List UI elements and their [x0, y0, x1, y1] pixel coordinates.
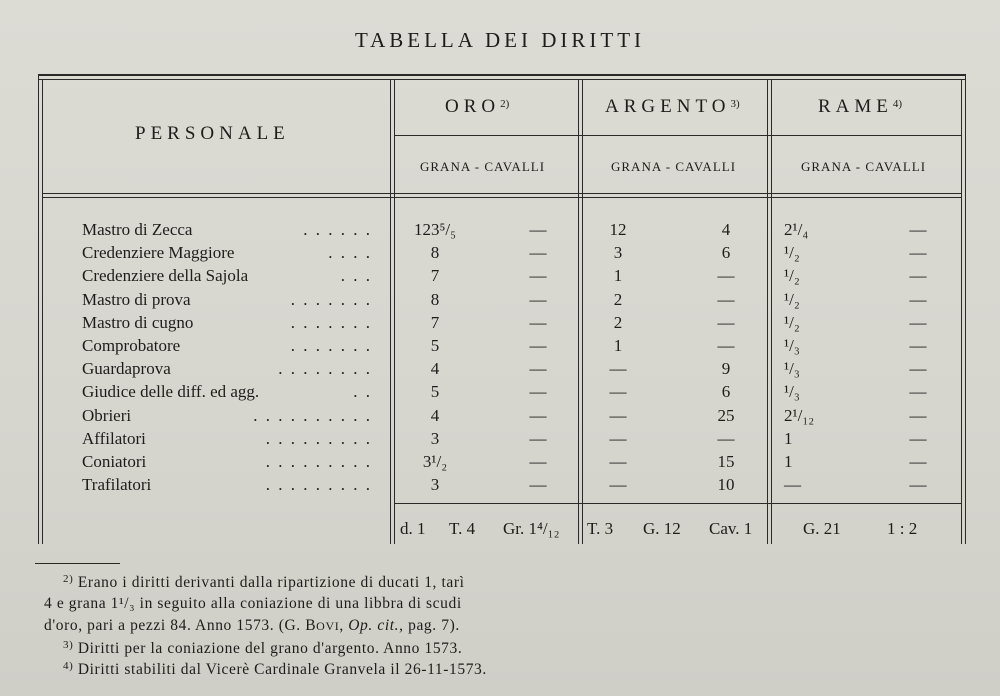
row-oro-cavalli: — — [529, 312, 547, 332]
row-argento-grana: — — [609, 405, 627, 425]
total-argento-g: G. 12 — [643, 519, 681, 538]
row-argento-cavalli: 25 — [717, 405, 735, 425]
row-rame-cavalli: — — [909, 312, 927, 332]
row-argento-cavalli: 4 — [721, 220, 731, 239]
row-oro-cavalli: — — [529, 243, 547, 263]
row-oro-grana: 4 — [430, 359, 440, 379]
table-row — [0, 336, 1000, 359]
table-row — [0, 429, 1000, 452]
row-oro-grana: 4 — [430, 405, 440, 425]
footnote-2-opcit: Op. cit. — [348, 617, 400, 634]
row-rame-grana: ¹/₃ — [784, 359, 800, 379]
row-rame-grana: ¹/₂ — [784, 289, 800, 309]
row-dots: . . . . . . . — [290, 336, 372, 355]
row-argento-grana: — — [609, 382, 627, 402]
row-rame-grana: ¹/₂ — [784, 243, 800, 263]
header-argento-label: ARGENTO — [605, 96, 731, 117]
row-argento-grana: — — [609, 475, 627, 495]
table-row — [0, 359, 1000, 382]
header-personale: PERSONALE — [135, 123, 290, 144]
row-oro-cavalli: — — [529, 405, 547, 425]
header-argento-note: 3) — [730, 98, 740, 110]
footnote-2-text-3b: , — [339, 617, 349, 634]
row-rame-cavalli: — — [909, 475, 927, 495]
row-argento-cavalli: — — [717, 312, 735, 332]
total-argento-cav: Cav. 1 — [709, 519, 753, 538]
footnote-2-text-3a: d'oro, pari a pezzi 84. Anno 1573. (G. B — [44, 617, 317, 634]
header-bottom-rule-2 — [42, 197, 962, 198]
row-dots: . . . . . . . . . — [265, 452, 372, 471]
row-oro-grana: 5 — [430, 336, 440, 355]
table-row — [0, 290, 1000, 313]
total-rame-g: G. 21 — [803, 519, 841, 538]
row-argento-cavalli: 6 — [721, 382, 731, 402]
footnote-2-mark: 2) — [63, 573, 74, 585]
row-name: Guardaprova — [82, 359, 171, 379]
footnote-2-bovi: OVI — [316, 619, 340, 633]
table-row — [0, 406, 1000, 429]
row-oro-grana: 7 — [430, 312, 440, 332]
row-oro-grana: 123⁵/₅ — [413, 220, 457, 239]
row-rame-cavalli: — — [909, 382, 927, 402]
header-argento — [605, 96, 740, 118]
table-top-rule-2 — [38, 79, 966, 80]
row-oro-cavalli: — — [529, 220, 547, 239]
row-name: Coniatori — [82, 452, 147, 471]
row-oro-grana: 8 — [430, 289, 440, 309]
row-argento-grana: — — [609, 428, 627, 448]
total-argento-t: T. 3 — [587, 519, 614, 538]
total-oro-t: T. 4 — [449, 519, 476, 538]
row-oro-grana: 7 — [430, 266, 440, 286]
table-row — [0, 475, 1000, 498]
row-rame-grana: ¹/₂ — [784, 312, 800, 332]
header-bottom-rule — [42, 193, 962, 194]
row-rame-grana: ¹/₂ — [784, 266, 800, 286]
row-oro-grana: 5 — [430, 382, 440, 402]
row-rame-cavalli: — — [909, 405, 927, 425]
footnote-2-text-1: Erano i diritti derivanti dalla ripartizione di ducati 1, tarì — [77, 574, 465, 591]
header-rame-label: RAME — [818, 96, 893, 117]
row-rame-cavalli: — — [909, 359, 927, 379]
row-dots: . . . . . . . . . — [265, 428, 372, 448]
row-name: Giudice delle diff. ed agg. — [82, 382, 260, 402]
row-oro-cavalli: — — [529, 289, 547, 309]
totals-rule — [395, 503, 961, 504]
row-dots: . . . . . . . — [290, 312, 372, 332]
row-name: Mastro di cugno — [82, 312, 194, 332]
row-argento-grana: — — [609, 452, 627, 471]
footnote-2-text-3c: , pag. 7). — [399, 617, 460, 634]
footnote-2-line2: 4 e grana 1¹/₃ in seguito alla coniazione di una libbra di scudi — [44, 595, 462, 612]
footnote-2-line3 — [44, 617, 460, 635]
row-oro-cavalli: — — [529, 452, 547, 471]
row-argento-cavalli: 6 — [721, 243, 731, 263]
row-argento-grana: 2 — [613, 289, 623, 309]
row-rame-grana: 1 — [784, 452, 793, 471]
row-argento-grana: 12 — [609, 220, 627, 239]
row-name: Trafilatori — [82, 475, 152, 495]
row-rame-cavalli: — — [909, 266, 927, 286]
footnote-3-mark: 3) — [63, 639, 74, 651]
row-dots: . . . . . . . . . . — [253, 405, 372, 425]
header-oro-note: 2) — [500, 98, 510, 110]
subheader-argento: GRANA - CAVALLI — [611, 159, 737, 174]
footnote-separator — [35, 563, 120, 564]
row-oro-cavalli: — — [529, 336, 547, 355]
row-dots: . . . . . . — [303, 220, 372, 239]
row-rame-cavalli: — — [909, 452, 927, 471]
row-argento-cavalli: — — [717, 336, 735, 355]
subheader-oro: GRANA - CAVALLI — [420, 159, 546, 174]
row-dots: . . — [353, 382, 372, 402]
footnote-2-line1 — [63, 573, 465, 592]
row-oro-grana: 3¹/₂ — [422, 452, 448, 471]
row-name: Mastro di Zecca — [82, 220, 193, 239]
row-rame-cavalli: — — [909, 336, 927, 355]
header-rame — [818, 96, 902, 118]
row-argento-grana: 3 — [613, 243, 623, 263]
footnote-4-mark: 4) — [63, 660, 74, 672]
row-name: Credenziere della Sajola — [82, 266, 249, 286]
row-oro-cavalli: — — [529, 382, 547, 402]
total-rame-ratio: 1 : 2 — [887, 519, 918, 538]
row-dots: . . . . . . . . — [278, 359, 372, 379]
total-oro-gr: Gr. 1⁴/₁₂ — [503, 519, 560, 538]
table-row — [0, 243, 1000, 266]
row-name: Obrieri — [82, 405, 132, 425]
row-rame-grana: ¹/₃ — [784, 336, 800, 355]
table-row — [0, 382, 1000, 405]
row-name: Affilatori — [82, 428, 146, 448]
row-dots: . . . . . . . — [290, 289, 372, 309]
total-oro-d: d. 1 — [400, 519, 426, 538]
row-oro-cavalli: — — [529, 428, 547, 448]
row-oro-grana: 8 — [430, 243, 440, 263]
table-top-rule — [38, 74, 966, 76]
row-rame-grana: — — [784, 475, 801, 495]
row-rame-cavalli: — — [909, 220, 927, 239]
row-rame-cavalli: — — [909, 243, 927, 263]
footnote-4 — [63, 660, 487, 679]
row-argento-cavalli: 15 — [717, 452, 735, 471]
header-oro — [445, 96, 509, 118]
row-oro-cavalli: — — [529, 266, 547, 286]
row-dots: . . . . — [328, 243, 372, 263]
row-oro-cavalli: — — [529, 475, 547, 495]
row-rame-grana: 2¹/₄ — [784, 220, 809, 239]
table-row — [0, 313, 1000, 336]
row-dots: . . . . . . . . . — [265, 475, 372, 495]
table-row — [0, 220, 1000, 243]
row-dots: . . . — [340, 266, 372, 286]
footnote-4-text: Diritti stabiliti dal Vicerè Cardinale Granvela il 26-11-1573. — [77, 661, 487, 678]
row-oro-cavalli: — — [529, 359, 547, 379]
row-rame-grana: 2¹/₁₂ — [784, 405, 815, 425]
header-rame-note: 4) — [892, 98, 903, 110]
header-oro-label: ORO — [445, 96, 501, 117]
row-rame-cavalli: — — [909, 428, 927, 448]
row-argento-cavalli: — — [717, 428, 735, 448]
subheader-rame: GRANA - CAVALLI — [801, 159, 927, 174]
row-argento-cavalli: — — [717, 266, 735, 286]
row-rame-cavalli: — — [909, 289, 927, 309]
row-name: Credenziere Maggiore — [82, 243, 235, 263]
row-rame-grana: ¹/₃ — [784, 382, 800, 402]
row-rame-grana: 1 — [784, 428, 793, 448]
row-argento-grana: 2 — [613, 312, 623, 332]
row-argento-grana: — — [609, 359, 627, 379]
subheader-rule — [395, 135, 961, 136]
table-row — [0, 266, 1000, 289]
footnote-3-text: Diritti per la coniazione del grano d'argento. Anno 1573. — [77, 640, 463, 657]
row-oro-grana: 3 — [430, 428, 440, 448]
row-argento-cavalli: — — [717, 289, 735, 309]
row-argento-cavalli: 9 — [721, 359, 731, 379]
row-argento-grana: 1 — [613, 336, 623, 355]
row-name: Comprobatore — [82, 336, 181, 355]
row-argento-cavalli: 10 — [717, 475, 735, 495]
row-oro-grana: 3 — [430, 475, 440, 495]
row-argento-grana: 1 — [613, 266, 623, 286]
footnote-3 — [63, 639, 462, 658]
table-row — [0, 452, 1000, 475]
row-name: Mastro di prova — [82, 289, 191, 309]
table-title: TABELLA DEI DIRITTI — [354, 28, 646, 52]
